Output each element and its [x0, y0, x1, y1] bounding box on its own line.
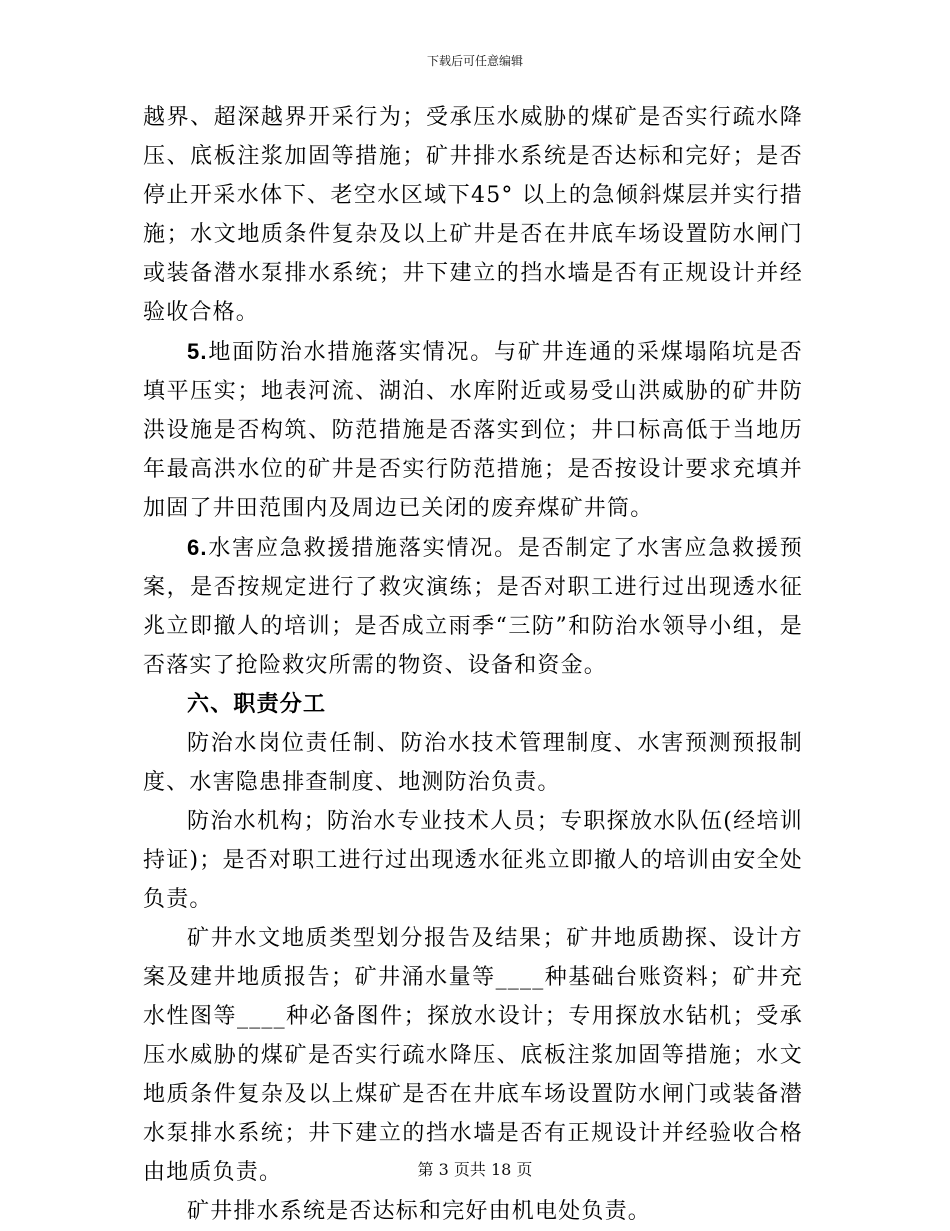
paragraph: 矿井排水系统是否达标和完好由机电处负责。 — [187, 1199, 652, 1224]
paragraph-item-5 — [143, 332, 803, 528]
item-text: 水害应急救援措施落实情况。是否制定了水害应急救援预案，是否按规定进行了救灾演练；是否对职工进行过出现透水征兆立即撤人的培训；是否成立雨季“三防”和防治水领导小组，是否落实了抢险救灾所需的物资、设备和资金。 — [143, 536, 803, 678]
item-text: 地面防治水措施落实情况。与矿井连通的采煤塌陷坑是否填平压实；地表河流、湖泊、水库附近或易受山洪威胁的矿井防洪设施是否构筑、防范措施是否落实到位；井口标高低于当地历年最高洪水位的矿井是否实行防范措施；是否按设计要求充填并加固了井田范围内及周边已关闭的废弃煤矿井筒。 — [143, 340, 803, 521]
document-body — [143, 98, 803, 1231]
paragraph: 防治水机构；防治水专业技术人员；专职探放水队伍(经培训持证)；是否对职工进行过出现透水征兆立即撤人的培训由安全处负责。 — [143, 809, 803, 912]
paragraph-continuation: 越界、超深越界开采行为；受承压水威胁的煤矿是否实行疏水降压、底板注浆加固等措施；矿井排水系统是否达标和完好；是否停止开采水体下、老空水区域下45° 以上的急倾斜煤层并实行措施；水文地质条件复杂及以上矿井是否在井底车场设置防水闸门或装备潜水泵排水系统；井下建立的挡水墙是否有正规设计并经验收合格。 — [143, 105, 803, 325]
paragraph-item-6 — [143, 528, 803, 685]
page-header: 下载后可任意编辑 — [426, 54, 523, 68]
page-footer: 第 3 页共 18 页 — [417, 1160, 533, 1179]
paragraph: 矿井水文地质类型划分报告及结果；矿井地质勘探、设计方案及建井地质报告；矿井涌水量等____种基础台账资料；矿井充水性图等____种必备图件；探放水设计；专用探放水钻机；受承压水威胁的煤矿是否实行疏水降压、底板注浆加固等措施；水文地质条件复杂及以上煤矿是否在井底车场设置防水闸门或装备潜水泵排水系统；井下建立的挡水墙是否有正规设计并经验收合格由地质负责。 — [143, 926, 803, 1185]
section-heading: 六、职责分工 — [187, 691, 327, 717]
paragraph: 防治水岗位责任制、防治水技术管理制度、水害预测预报制度、水害隐患排查制度、地测防治负责。 — [143, 731, 803, 795]
item-number: 6. — [187, 535, 208, 560]
item-number: 5. — [187, 339, 208, 364]
